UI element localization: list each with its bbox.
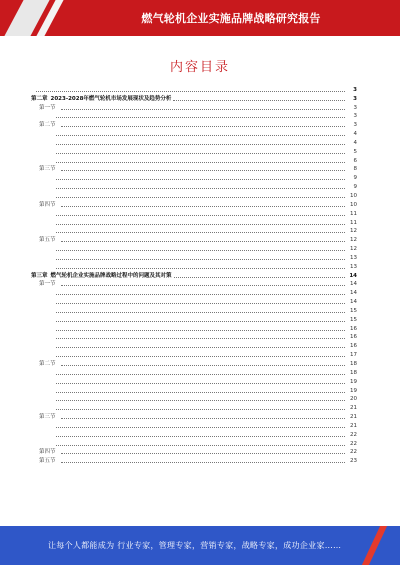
toc-page-number: 16 xyxy=(350,343,357,350)
toc-entry-row[interactable] xyxy=(31,429,357,438)
toc-page-number: 12 xyxy=(350,246,357,253)
toc-entry-row[interactable] xyxy=(31,385,357,394)
toc-page-number: 14 xyxy=(350,290,357,297)
toc-entry-row[interactable] xyxy=(31,340,357,349)
toc-entry-row[interactable] xyxy=(31,332,357,341)
toc-dot-leader xyxy=(56,400,345,401)
toc-section-number: 第五节 xyxy=(39,237,56,244)
toc-page-number: 4 xyxy=(353,131,357,138)
toc-entry-row[interactable] xyxy=(31,411,357,420)
toc-page-number: 3 xyxy=(353,86,357,93)
toc-page-number: 23 xyxy=(350,458,357,465)
toc-dot-leader xyxy=(61,285,345,286)
toc-section-number: 第三节 xyxy=(39,166,56,173)
report-title: 燃气轮机企业实施品牌战略研究报告 xyxy=(141,12,321,25)
toc-entry-row[interactable] xyxy=(31,438,357,447)
toc-page-number: 10 xyxy=(350,201,357,208)
toc-dot-leader xyxy=(56,374,345,375)
toc-page-number: 12 xyxy=(350,228,357,235)
toc-entry-row[interactable] xyxy=(31,402,357,411)
toc-dot-leader xyxy=(56,162,345,163)
toc-entry-row[interactable] xyxy=(31,287,357,296)
toc-entry-row[interactable] xyxy=(31,146,357,155)
toc-entry-row[interactable] xyxy=(31,172,357,181)
toc-page-number: 22 xyxy=(350,440,357,447)
toc-dot-leader xyxy=(56,294,345,295)
toc-page-number: 3 xyxy=(353,95,357,102)
toc-dot-leader xyxy=(61,462,345,463)
toc-entry-row[interactable] xyxy=(31,305,357,314)
toc-dot-leader xyxy=(36,91,345,92)
toc-entry-row[interactable] xyxy=(31,226,357,235)
toc-entry-row[interactable] xyxy=(31,155,357,164)
toc-section-number: 第二节 xyxy=(39,122,56,129)
toc-page-number: 21 xyxy=(350,405,357,412)
toc-page-number: 16 xyxy=(350,334,357,341)
toc-heading: 内容目录 xyxy=(169,60,230,75)
toc-entry-row[interactable] xyxy=(31,420,357,429)
toc-dot-leader xyxy=(56,259,345,260)
toc-page-number: 20 xyxy=(350,396,357,403)
toc-entry-text: 2023-2028年燃气轮机市场发展现状及趋势分析 xyxy=(50,95,172,102)
toc-page-number: 11 xyxy=(350,219,357,226)
toc-chapter-row[interactable] xyxy=(31,93,357,102)
toc-dot-leader xyxy=(56,224,345,225)
toc-dot-leader xyxy=(61,365,345,366)
toc-entry-row[interactable] xyxy=(31,349,357,358)
toc-page-number: 4 xyxy=(353,139,357,146)
toc-entry-row[interactable] xyxy=(31,119,357,128)
toc-dot-leader xyxy=(56,303,345,304)
toc-dot-leader xyxy=(56,392,345,393)
toc-dot-leader xyxy=(56,153,345,154)
toc-page-number: 14 xyxy=(349,272,357,279)
toc-dot-leader xyxy=(56,338,345,339)
toc-page-number: 8 xyxy=(353,166,357,173)
report-header xyxy=(0,0,400,36)
toc-dot-leader xyxy=(56,268,345,269)
toc-dot-leader xyxy=(56,347,345,348)
toc-entry-row[interactable] xyxy=(31,296,357,305)
toc-section-number: 第三章 xyxy=(31,272,48,279)
toc-entry-row[interactable] xyxy=(31,102,357,111)
toc-dot-leader xyxy=(56,409,345,410)
toc-entry-row[interactable] xyxy=(31,208,357,217)
toc-dot-leader xyxy=(56,321,345,322)
toc-page-number: 19 xyxy=(350,378,357,385)
toc-page-number: 3 xyxy=(353,113,357,120)
toc-chapter-row[interactable] xyxy=(31,270,357,279)
footer-slogan: 让每个人都能成为 行业专家，管理专家，营销专家，战略专家，成功企业家…… xyxy=(48,541,342,550)
toc-dot-leader xyxy=(56,356,345,357)
toc-dot-leader xyxy=(173,100,345,101)
toc-dot-leader xyxy=(56,135,345,136)
toc-entry-row[interactable] xyxy=(31,190,357,199)
toc-dot-leader xyxy=(56,144,345,145)
toc-dot-leader xyxy=(56,197,345,198)
toc-page-number: 6 xyxy=(353,157,357,164)
toc-entry-row[interactable] xyxy=(31,137,357,146)
toc-entry-row[interactable] xyxy=(31,234,357,243)
toc-page-number: 5 xyxy=(353,148,357,155)
toc-entry-row[interactable] xyxy=(31,181,357,190)
report-footer xyxy=(0,526,400,565)
toc-page-number: 22 xyxy=(350,431,357,438)
toc-section-number: 第五节 xyxy=(39,458,56,465)
toc-entry-row[interactable] xyxy=(31,394,357,403)
toc-section-number: 第三节 xyxy=(39,414,56,421)
toc-section-number: 第四节 xyxy=(39,449,56,456)
toc-entry-row[interactable] xyxy=(31,279,357,288)
toc-page-number: 15 xyxy=(350,307,357,314)
toc-entry-row[interactable] xyxy=(31,128,357,137)
toc-page-number: 11 xyxy=(350,210,357,217)
toc-page-number: 9 xyxy=(353,175,357,182)
toc-section-number: 第二章 xyxy=(31,95,48,102)
toc-entry-text: 燃气轮机企业实施品牌战略过程中的问题及其对策 xyxy=(50,272,172,279)
toc-page-number: 22 xyxy=(350,449,357,456)
toc-page-number: 21 xyxy=(350,422,357,429)
toc-entry-row[interactable] xyxy=(31,455,357,464)
toc-dot-leader xyxy=(174,277,345,278)
toc-dot-leader xyxy=(61,418,345,419)
toc-entry-row[interactable] xyxy=(31,358,357,367)
toc-page-number: 3 xyxy=(353,122,357,129)
toc-entry-row[interactable] xyxy=(31,367,357,376)
toc-dot-leader xyxy=(56,215,345,216)
toc-page-number: 12 xyxy=(350,237,357,244)
toc-page-number: 9 xyxy=(353,184,357,191)
toc-dot-leader xyxy=(61,453,345,454)
toc-dot-leader xyxy=(56,250,345,251)
toc-page-number: 21 xyxy=(350,414,357,421)
toc-dot-leader xyxy=(61,109,345,110)
toc-page-number: 10 xyxy=(350,192,357,199)
toc-dot-leader xyxy=(56,383,345,384)
toc-entry-row[interactable] xyxy=(31,323,357,332)
toc-dot-leader xyxy=(56,117,345,118)
toc-page-number: 18 xyxy=(350,361,357,367)
toc-entry-row[interactable] xyxy=(31,447,357,456)
footer-accent-bar xyxy=(362,526,387,565)
toc-entry-row[interactable] xyxy=(31,252,357,261)
toc-dot-leader xyxy=(56,427,345,428)
toc-entry-row[interactable] xyxy=(31,243,357,252)
table-of-contents xyxy=(31,84,357,464)
toc-dot-leader xyxy=(56,436,345,437)
toc-entry-row[interactable] xyxy=(31,376,357,385)
toc-dot-leader xyxy=(56,232,345,233)
toc-dot-leader xyxy=(61,206,345,207)
toc-page-number: 16 xyxy=(350,325,357,332)
toc-entry-row[interactable] xyxy=(31,314,357,323)
toc-dot-leader xyxy=(61,241,345,242)
toc-page-number: 15 xyxy=(350,316,357,323)
toc-dot-leader xyxy=(61,126,345,127)
toc-section-number: 第二节 xyxy=(39,361,56,367)
toc-section-number: 第四节 xyxy=(39,201,56,208)
toc-page-number: 13 xyxy=(350,254,357,261)
toc-chapter-row[interactable] xyxy=(31,84,357,93)
toc-entry-row[interactable] xyxy=(31,164,357,173)
toc-page-number: 18 xyxy=(350,369,357,376)
toc-dot-leader xyxy=(56,445,345,446)
toc-entry-row[interactable] xyxy=(31,217,357,226)
toc-entry-row[interactable] xyxy=(31,261,357,270)
toc-page-number: 3 xyxy=(353,104,357,111)
toc-section-number: 第一节 xyxy=(39,281,56,288)
toc-page-number: 13 xyxy=(350,263,357,270)
toc-page-number: 14 xyxy=(350,299,357,306)
toc-dot-leader xyxy=(61,170,345,171)
toc-page-number: 19 xyxy=(350,387,357,394)
toc-dot-leader xyxy=(56,330,345,331)
toc-dot-leader xyxy=(56,179,345,180)
toc-section-number: 第一节 xyxy=(39,104,56,111)
toc-dot-leader xyxy=(56,312,345,313)
toc-dot-leader xyxy=(56,188,345,189)
toc-entry-row[interactable] xyxy=(31,111,357,120)
toc-page-number: 14 xyxy=(350,281,357,288)
toc-entry-row[interactable] xyxy=(31,199,357,208)
toc-page-number: 17 xyxy=(350,352,357,359)
